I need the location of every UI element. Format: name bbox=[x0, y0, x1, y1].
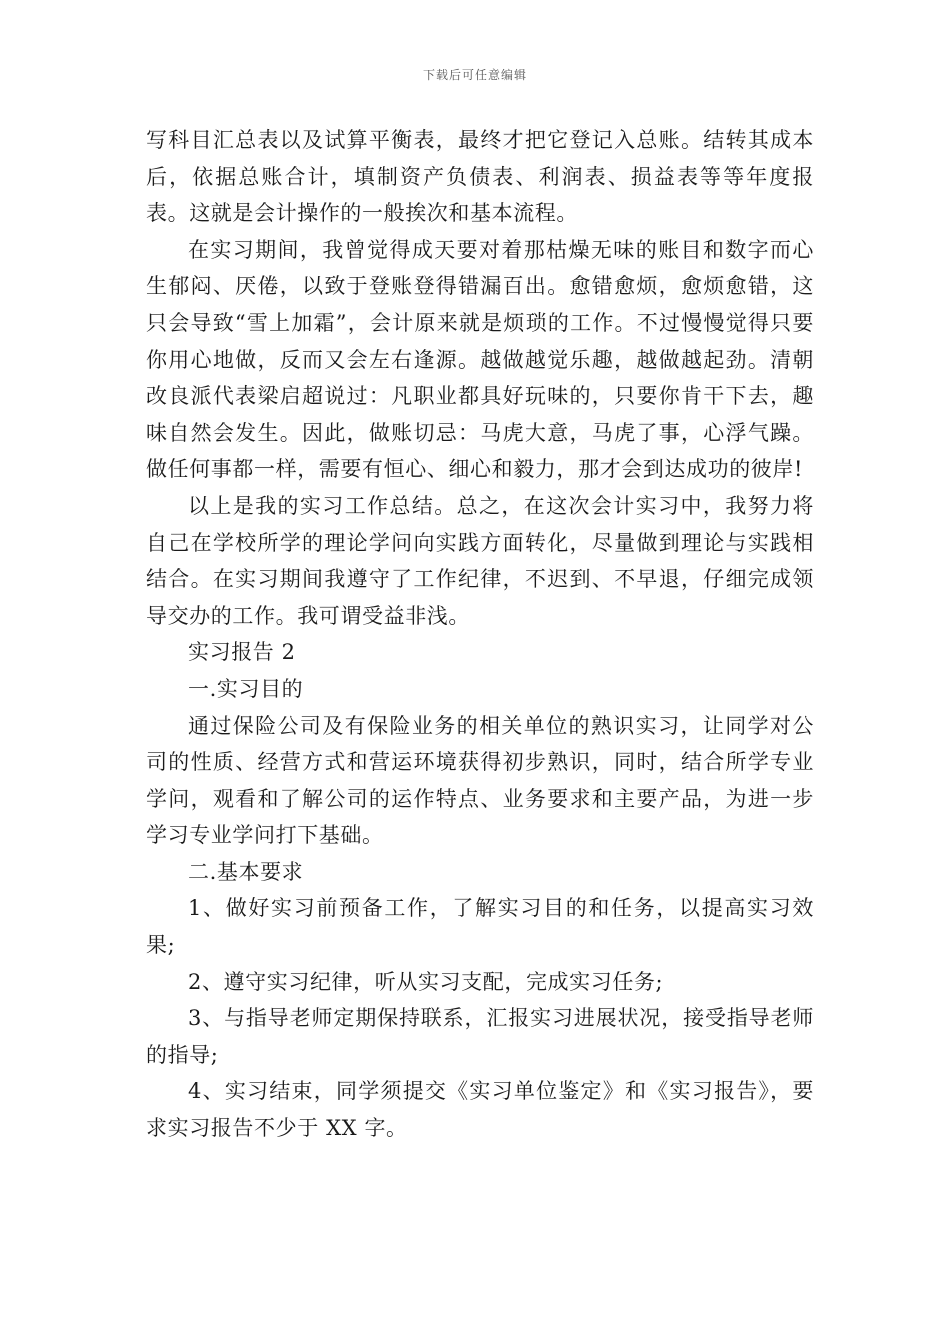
paragraph: 在实习期间，我曾觉得成天要对着那枯燥无味的账目和数字而心生郁闷、厌倦，以致于登账登得错漏百出。愈错愈烦，愈烦愈错，这只会导致“雪上加霜”，会计原来就是烦琐的工作。不过慢慢觉得只要你用心地做，反而又会左右逢源。越做越觉乐趣，越做越起劲。清朝改良派代表梁启超说过：凡职业都具好玩味的，只要你肯干下去，趣味自然会发生。因此，做账切忌：马虎大意，马虎了事，心浮气躁。做任何事都一样，需要有恒心、细心和毅力，那才会到达成功的彼岸! bbox=[146, 237, 814, 482]
document-body bbox=[146, 122, 814, 1147]
section-heading: 二.基本要求 bbox=[188, 859, 304, 884]
paragraph: 通过保险公司及有保险业务的相关单位的熟识实习，让同学对公司的性质、经营方式和营运环境获得初步熟识，同时，结合所学专业学问，观看和了解公司的运作特点、业务要求和主要产品，为进一步学习专业学问打下基础。 bbox=[146, 713, 814, 848]
paragraph: 以上是我的实习工作总结。总之，在这次会计实习中，我努力将自己在学校所学的理论学问向实践方面转化，尽量做到理论与实践相结合。在实习期间我遵守了工作纪律，不迟到、不早退，仔细完成领导交办的工作。我可谓受益非浅。 bbox=[146, 493, 814, 628]
section-heading: 一.实习目的 bbox=[188, 676, 304, 701]
list-item: 2、遵守实习纪律，听从实习支配，完成实习任务; bbox=[188, 969, 664, 994]
list-item: 3、与指导老师定期保持联系，汇报实习进展状况，接受指导老师的指导; bbox=[146, 1006, 814, 1067]
list-item: 4、实习结束，同学须提交《实习单位鉴定》和《实习报告》，要求实习报告不少于 XX 字。 bbox=[146, 1079, 814, 1141]
list-item: 1、做好实习前预备工作，了解实习目的和任务，以提高实习效果; bbox=[146, 896, 814, 958]
paragraph: 写科目汇总表以及试算平衡表，最终才把它登记入总账。结转其成本后，依据总账合计，填制资产负债表、利润表、损益表等等年度报表。这就是会计操作的一般挨次和基本流程。 bbox=[146, 128, 814, 226]
page-header: 下载后可任意编辑 bbox=[422, 68, 527, 82]
section-title: 实习报告 2 bbox=[188, 640, 296, 665]
